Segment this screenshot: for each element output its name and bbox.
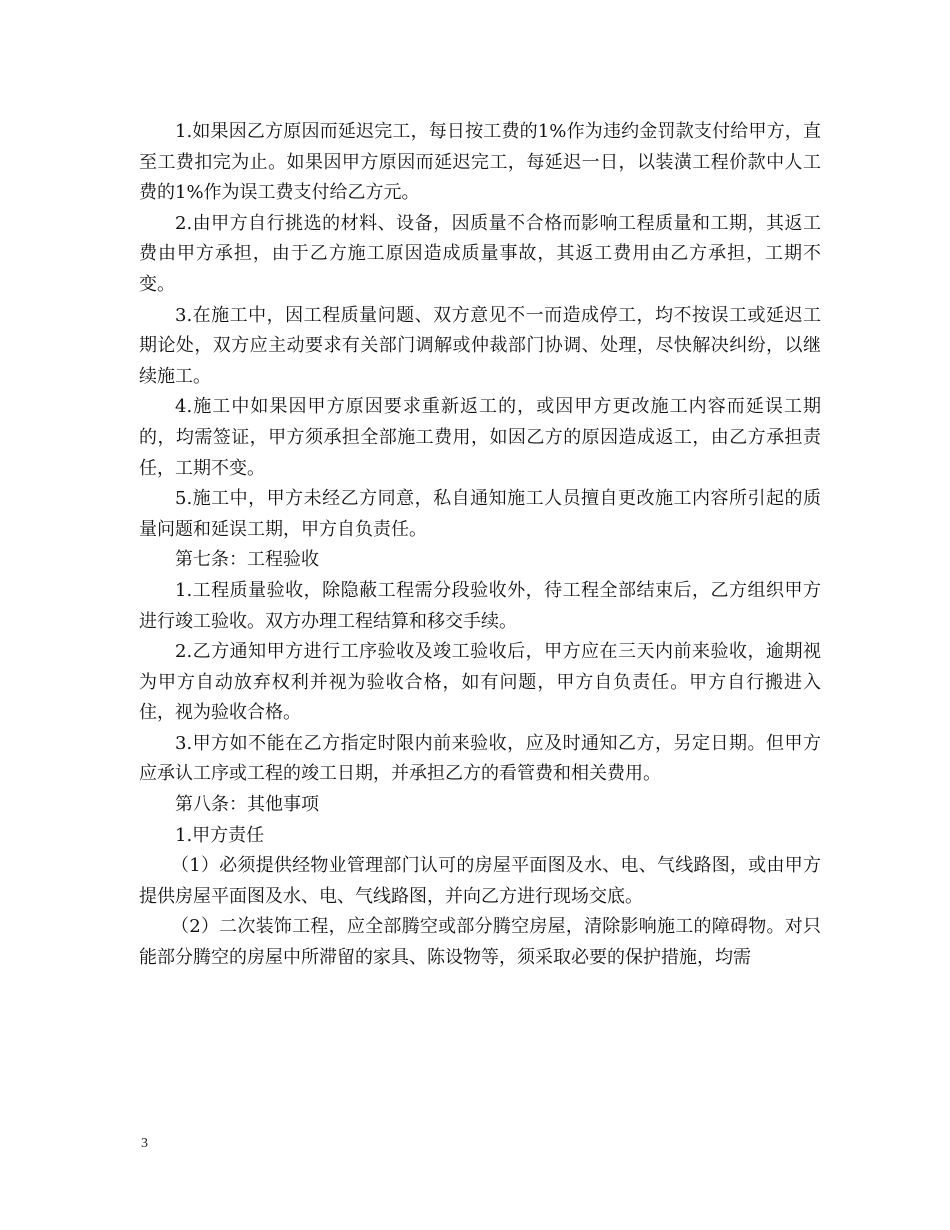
acceptance-paragraph-2: 2.乙方通知甲方进行工序验收及竣工验收后，甲方应在三天内前来验收，逾期视为甲方自动放弃权利并视为验收合格，如有问题，甲方自负责任。甲方自行搬进入住，视为验收合格。 bbox=[139, 641, 821, 724]
clause-paragraph-1: 1.如果因乙方原因而延迟完工，每日按工费的1%作为违约金罚款支付给甲方，直至工费扣完为止。如果因甲方原因而延迟完工，每延迟一日，以装潢工程价款中人工费的1%作为误工费支付给乙方元。 bbox=[139, 121, 821, 204]
document-body bbox=[139, 117, 821, 974]
clause-paragraph-5: 5.施工中，甲方未经乙方同意，私自通知施工人员擅自更改施工内容所引起的质量问题和延误工期，甲方自负责任。 bbox=[139, 488, 821, 540]
section-heading-article-7: 第七条：工程验收 bbox=[175, 549, 319, 571]
responsibility-item-2: （2）二次装饰工程，应全部腾空或部分腾空房屋，清除影响施工的障碍物。对只能部分腾空的房屋中所滞留的家具、陈设物等，须采取必要的保护措施，均需 bbox=[139, 916, 821, 969]
clause-paragraph-4: 4.施工中如果因甲方原因要求重新返工的，或因甲方更改施工内容而延误工期的，均需签证，甲方须承担全部施工费用，如因乙方的原因造成返工，由乙方承担责任，工期不变。 bbox=[139, 396, 821, 479]
subheading-party-a-responsibility: 1.甲方责任 bbox=[175, 824, 265, 846]
responsibility-item-1: （1）必须提供经物业管理部门认可的房屋平面图及水、电、气线路图，或由甲方提供房屋平面图及水、电、气线路图，并向乙方进行现场交底。 bbox=[139, 855, 821, 907]
section-heading-article-8: 第八条：其他事项 bbox=[175, 794, 319, 816]
acceptance-paragraph-3: 3.甲方如不能在乙方指定时限内前来验收，应及时通知乙方，另定日期。但甲方应承认工序或工程的竣工日期，并承担乙方的看管费和相关费用。 bbox=[139, 732, 821, 785]
page-number: 3 bbox=[141, 1136, 148, 1151]
clause-paragraph-2: 2.由甲方自行挑选的材料、设备，因质量不合格而影响工程质量和工期，其返工费由甲方承担，由于乙方施工原因造成质量事故，其返工费用由乙方承担，工期不变。 bbox=[139, 212, 821, 295]
acceptance-paragraph-1: 1.工程质量验收，除隐蔽工程需分段验收外，待工程全部结束后，乙方组织甲方进行竣工验收。双方办理工程结算和移交手续。 bbox=[139, 579, 821, 632]
clause-paragraph-3: 3.在施工中，因工程质量问题、双方意见不一而造成停工，均不按误工或延迟工期论处，双方应主动要求有关部门调解或仲裁部门协调、处理，尽快解决纠纷，以继续施工。 bbox=[139, 304, 821, 387]
